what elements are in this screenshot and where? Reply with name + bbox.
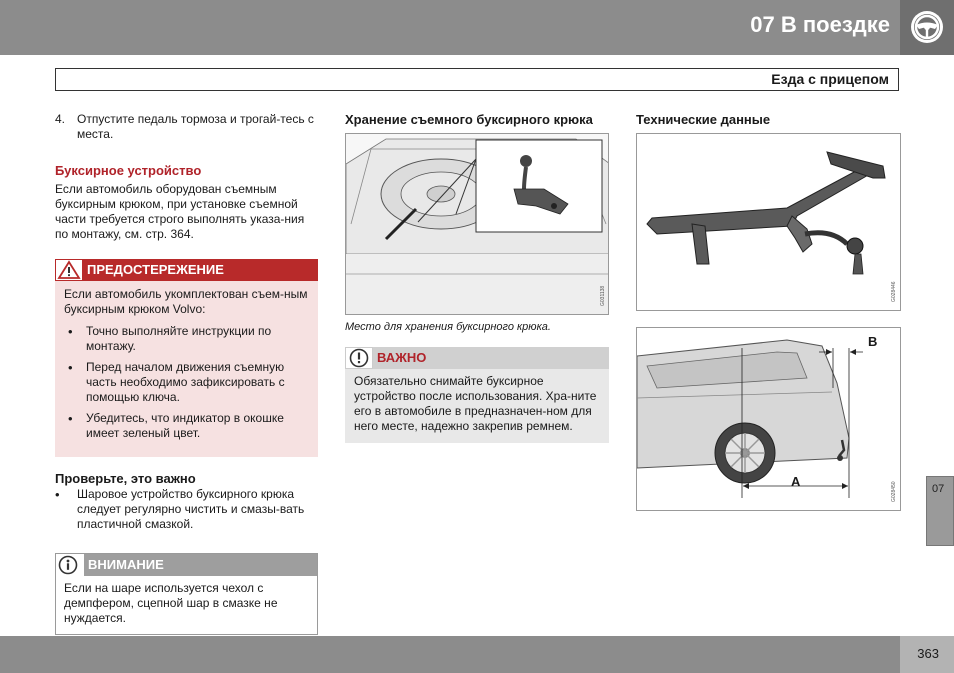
exclamation-icon [345, 347, 373, 369]
steering-wheel-icon [909, 9, 945, 45]
car-dimensions-drawing [637, 328, 901, 511]
page-number: 363 [917, 646, 939, 661]
car-rear-illustration [636, 327, 901, 511]
info-icon [56, 554, 84, 576]
towbar-text: Если автомобиль оборудован съемным буксирным крюком, при установке съемной части требуется строго выполнять указа-ния по монтажу, см. стр. 364. [55, 182, 305, 241]
steering-wheel-badge [900, 0, 954, 55]
note-title: ВНИМАНИЕ [84, 554, 317, 576]
storage-caption: Место для хранения буксирного крюка. [345, 321, 551, 333]
check-list [55, 487, 318, 532]
towbar-drawing [637, 134, 901, 311]
warning-title: ПРЕДОСТЕРЕЖЕНИЕ [83, 259, 318, 281]
section-bar [55, 68, 899, 91]
image-code: G028446 [891, 281, 897, 302]
page-number-box [900, 636, 954, 673]
storage-heading: Хранение съемного буксирного крюка [345, 112, 593, 127]
technical-heading: Технические данные [636, 112, 771, 127]
column-right [636, 112, 901, 511]
column-left [55, 112, 318, 635]
chapter-title: 07 В поездке [750, 12, 890, 37]
warning-box [55, 259, 318, 457]
towbar-illustration [636, 133, 901, 311]
important-title: ВАЖНО [373, 347, 609, 369]
list-item: • Перед началом движения съемную часть необходимо зафиксировать с помощью ключа. [64, 360, 310, 405]
storage-illustration [345, 133, 609, 315]
trunk-spare-wheel-illustration [346, 134, 609, 315]
image-code: G031138 [600, 285, 606, 306]
chapter-side-tab [926, 476, 954, 546]
side-tab-label: 07 [932, 483, 945, 495]
list-item: • Убедитесь, что индикатор в окошке имеет зеленый цвет. [64, 411, 310, 441]
step-item [55, 112, 318, 142]
warning-list [64, 324, 310, 441]
important-box [345, 347, 609, 443]
image-code: G028450 [891, 481, 897, 502]
note-text: Если на шаре используется чехол с демпфером, сцепной шар в смазке не нуждается. [64, 581, 278, 625]
footer-band [0, 636, 954, 673]
warning-intro: Если автомобиль укомплектован съем-ным буксирным крюком Volvo: [64, 287, 308, 316]
dimension-label-a: A [791, 474, 801, 489]
note-box [55, 553, 318, 635]
step-text: Отпустите педаль тормоза и трогай-тесь с места. [77, 112, 314, 141]
step-number: 4. [55, 112, 66, 126]
towbar-heading: Буксирное устройство [55, 163, 202, 178]
list-item: • Шаровое устройство буксирного крюка следует регулярно чистить и смазы-вать пластичной смазкой. [55, 487, 318, 532]
column-middle [345, 112, 609, 443]
dimension-label-b: B [868, 334, 878, 349]
check-heading: Проверьте, это важно [55, 471, 196, 486]
list-item: • Точно выполняйте инструкции по монтажу. [64, 324, 310, 354]
warning-triangle-icon [55, 259, 83, 281]
important-text: Обязательно снимайте буксирное устройство после использования. Хра-ните его в автомобиле в предназначен-ном для него месте, надежно закрепив ремнем. [354, 374, 597, 433]
section-title: Езда с прицепом [771, 71, 889, 87]
